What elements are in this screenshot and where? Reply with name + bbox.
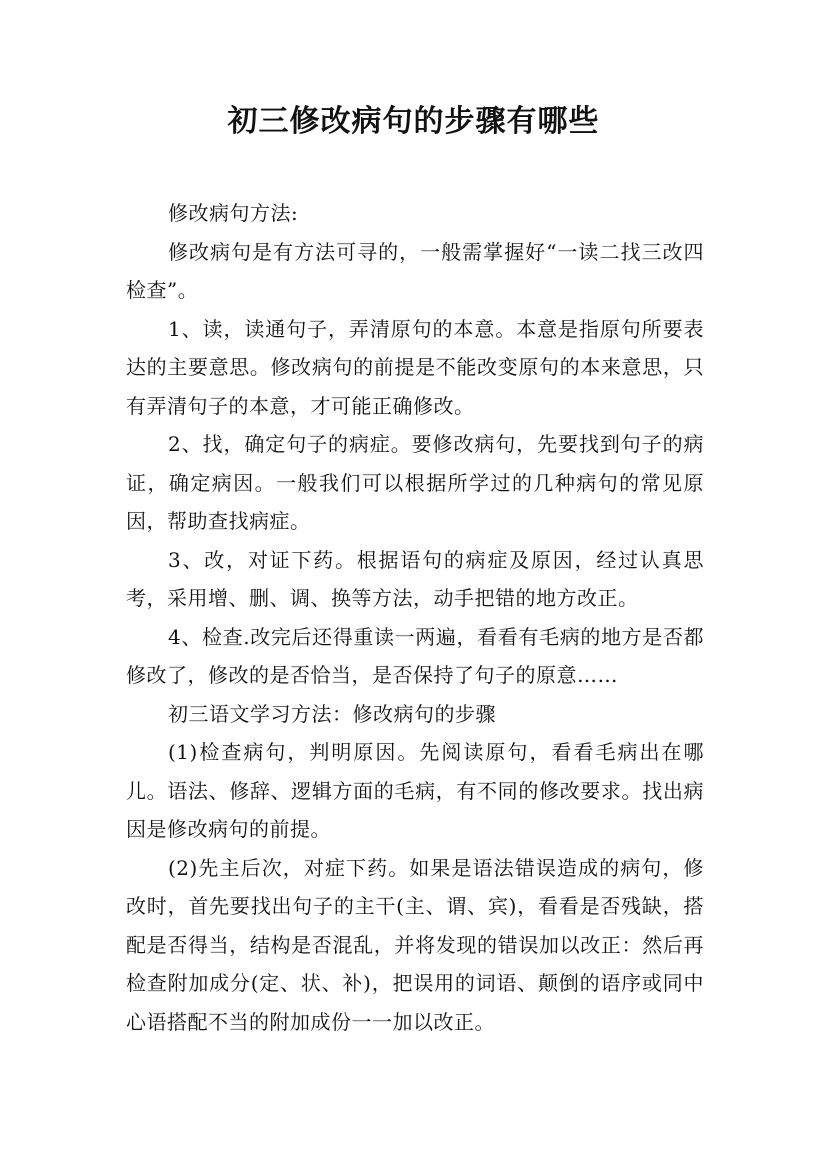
paragraph-study-step-2: (2)先主后次，对症下药。如果是语法错误造成的病句，修改时，首先要找出句子的主干(主、谓、宾)，看看是否残缺，搭配是否得当，结构是否混乱，并将发现的错误加以改正：然后再检查附加成分(定、状、补)，把误用的词语、颠倒的语序或同中心语搭配不当的附加成份一一加以改正。	[126, 855, 704, 1034]
paragraph-method-intro: 修改病句是有方法可寻的，一般需掌握好“一读二找三改四检查”。	[126, 239, 704, 302]
document-title: 初三修改病句的步骤有哪些	[227, 104, 600, 139]
paragraph-study-step-1: (1)检查病句，判明原因。先阅读原句，看看毛病出在哪儿。语法、修辞、逻辑方面的毛病，有不同的修改要求。找出病因是修改病句的前提。	[126, 740, 704, 841]
document-body	[126, 194, 704, 1041]
paragraph-study-heading: 初三语文学习方法：修改病句的步骤	[168, 701, 496, 726]
paragraph-step-find: 2、找，确定句子的病症。要修改病句，先要找到句子的病证，确定病因。一般我们可以根据所学过的几种病句的常见原因，帮助查找病症。	[126, 432, 704, 533]
paragraph-step-fix: 3、改，对证下药。根据语句的病症及原因，经过认真思考，采用增、删、调、换等方法，动手把错的地方改正。	[126, 547, 704, 610]
paragraph-step-check: 4、检查.改完后还得重读一两遍，看看有毛病的地方是否都修改了，修改的是否恰当，是否保持了句子的原意……	[126, 624, 704, 687]
paragraph-method-heading: 修改病句方法:	[168, 201, 299, 225]
paragraph-step-read: 1、读，读通句子，弄清原句的本意。本意是指原句所要表达的主要意思。修改病句的前提是不能改变原句的本来意思，只有弄清句子的本意，才可能正确修改。	[126, 316, 704, 418]
